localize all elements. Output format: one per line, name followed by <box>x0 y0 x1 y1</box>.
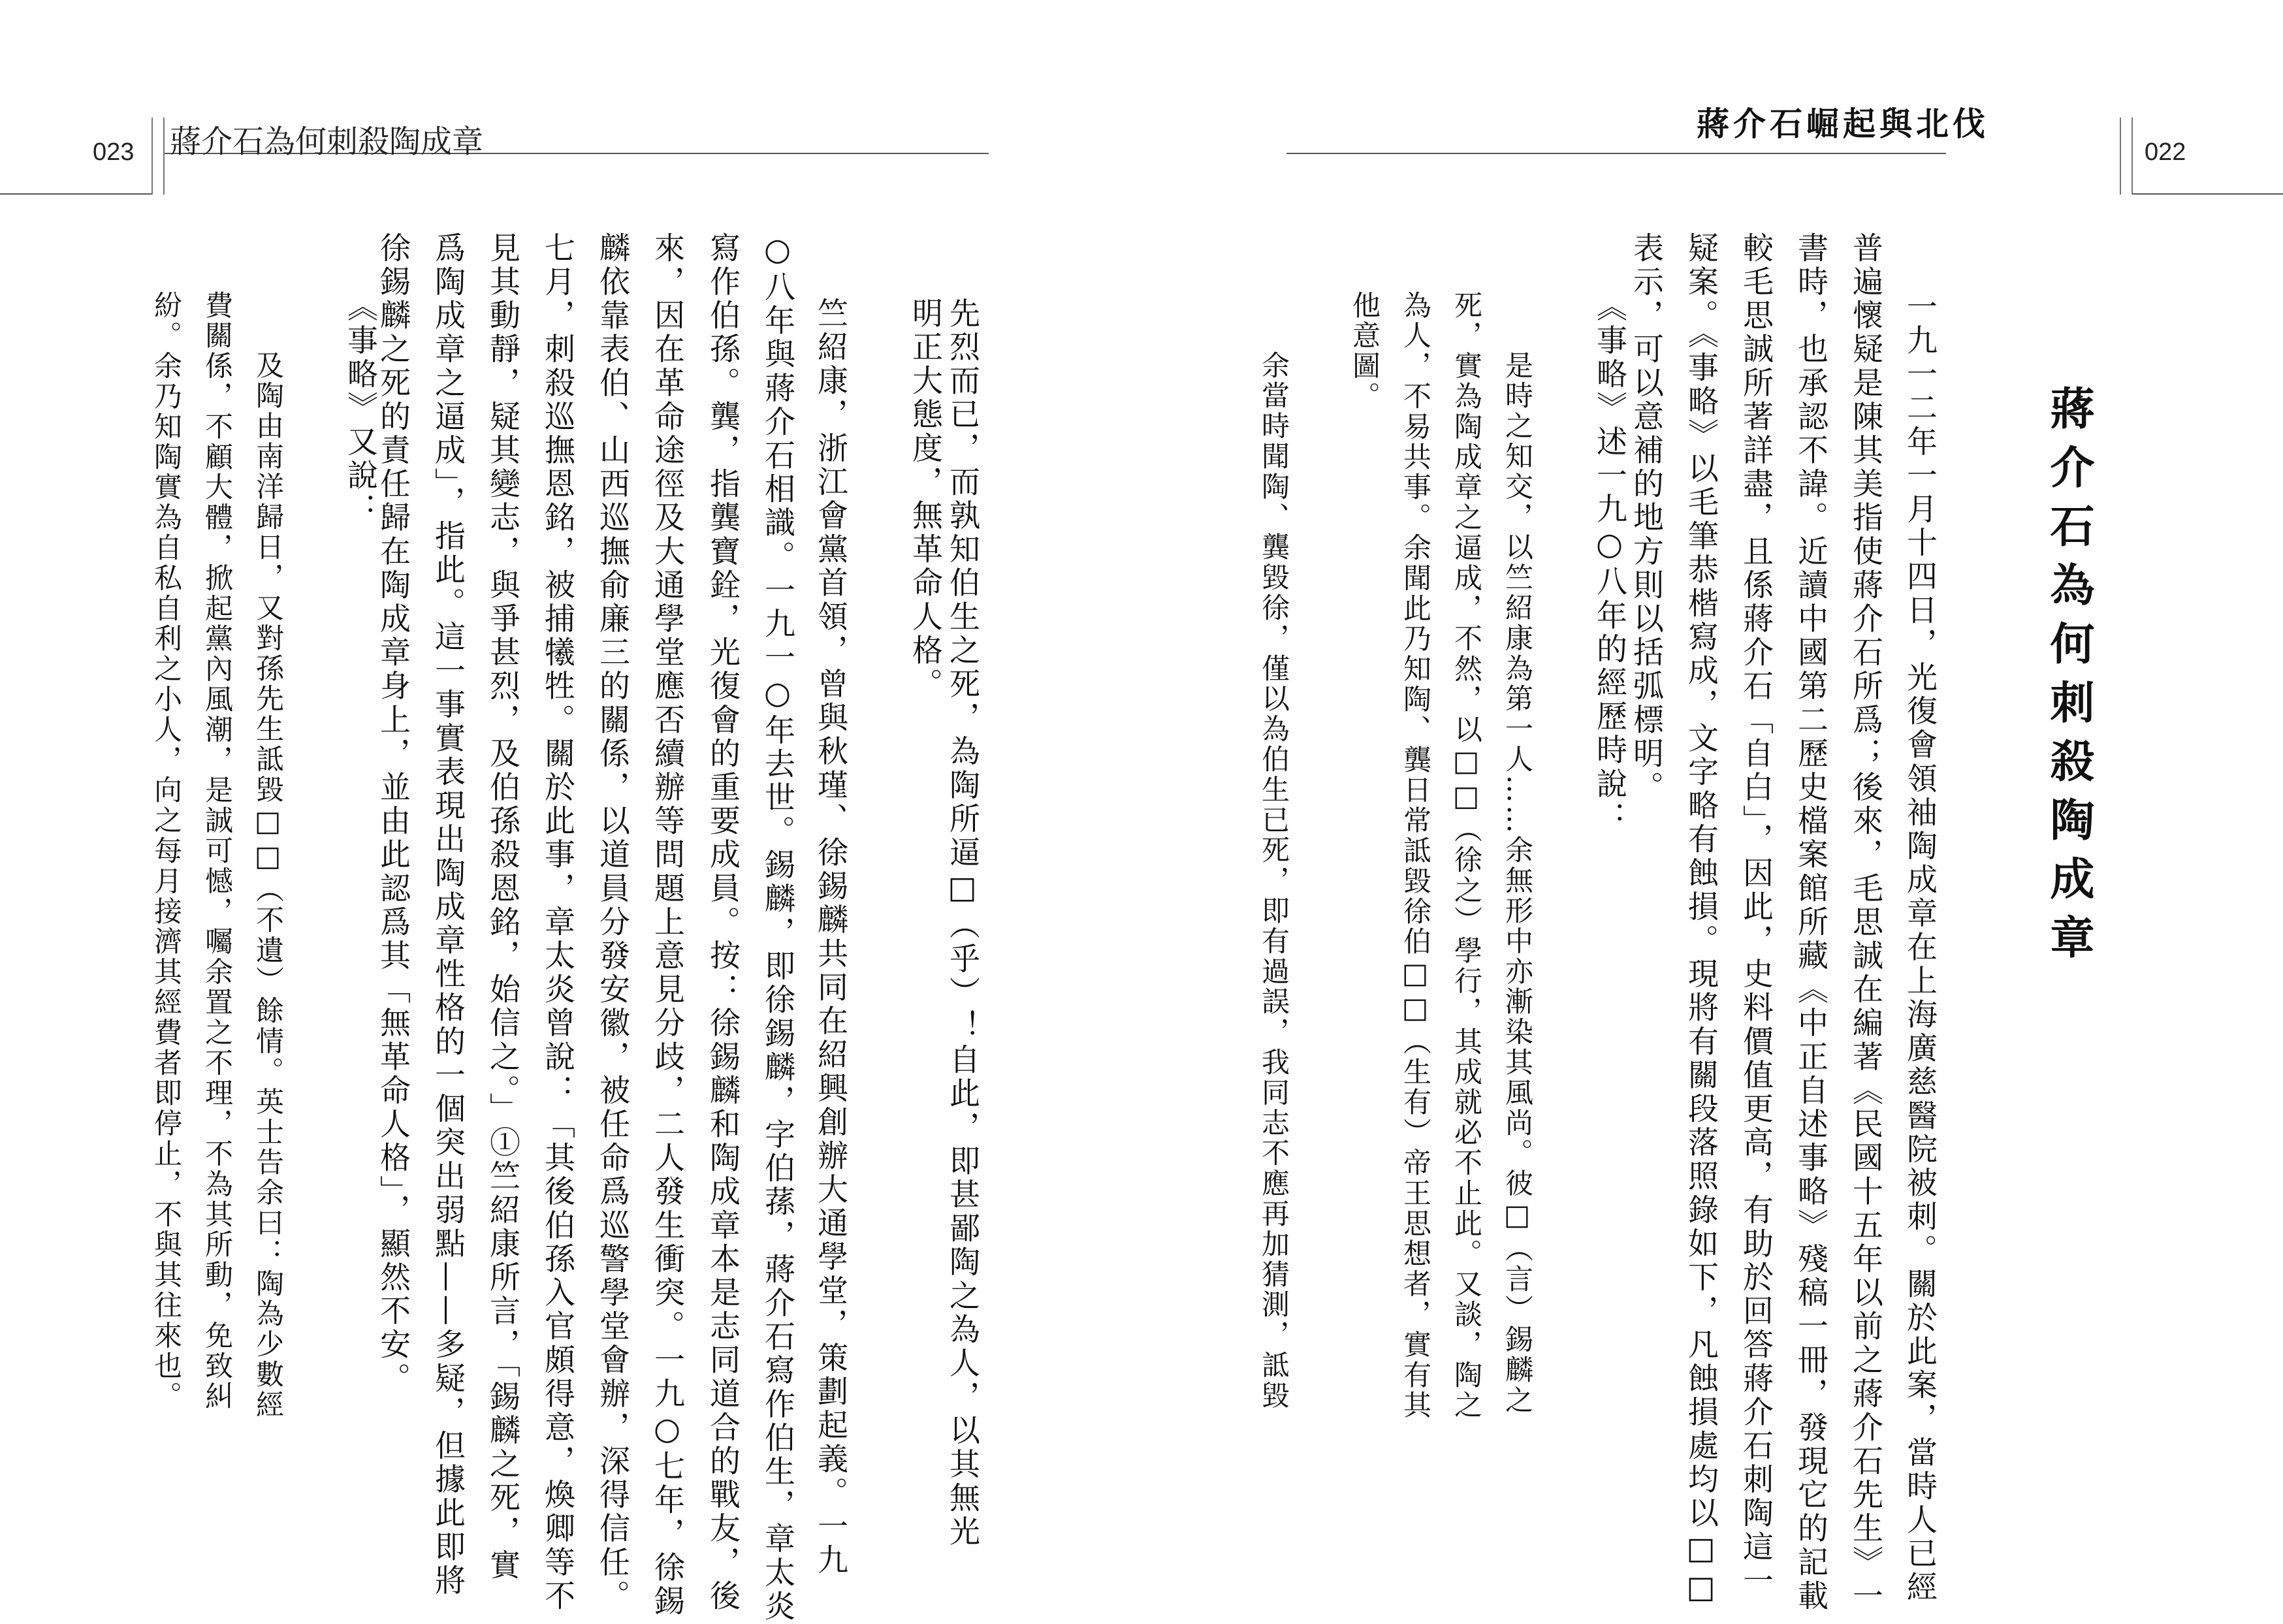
quote-column: 紛。余乃知陶實為自私自利之小人，向之每月接濟其經費者即停止，不與其往來也。 <box>150 291 182 1412</box>
text-column: 見其動靜，疑其變志，與爭甚烈，及伯孫殺恩銘，始信之。」①竺紹康所言，「錫麟之死，實 <box>485 232 520 1583</box>
left-header-divider-2 <box>163 118 165 195</box>
text-column: 較毛思誠所著詳盡，且係蔣介石「自白」，因此，史料價值更高，有助於回答蔣介石刺陶這一 <box>1738 232 1774 1599</box>
running-head: 蔣介石為何刺殺陶成章 <box>170 125 484 159</box>
text-column: 竺紹康，浙江會黨首領，曾與秋瑾、徐錫麟共同在紹興創辦大通學堂，策劃起義。一九 <box>812 297 848 1578</box>
chapter-title: 蔣介石為何刺殺陶成章 <box>2043 385 2095 973</box>
text-column: 爲陶成章之逼成」，指此。這一事實表現出陶成章性格的一個突出弱點——多疑，但據此即將 <box>430 232 466 1599</box>
text-column: 徐錫麟之死的責任歸在陶成章身上，並由此認爲其「無革命人格」，顯然不安。 <box>375 232 411 1396</box>
text-column: 普遍懷疑是陳其美指使蔣介石所爲；後來，毛思誠在編著《民國十五年以前之蔣介石先生》一 <box>1847 232 1883 1614</box>
running-head: 蔣介石崛起與北伐 <box>1697 104 1989 143</box>
text-column: 《事略》又說： <box>342 291 378 527</box>
left-header-divider <box>152 118 153 195</box>
left-header-rule <box>0 193 152 195</box>
text-column: 來，因在革命途徑及大通學堂應否續辦等問題上意見分歧，二人發生衝突。一九○七年，徐錫 <box>649 232 685 1619</box>
right-header-divider <box>2120 118 2121 195</box>
quote-column: 余當時聞陶、龔毀徐，僅以為伯生已死，即有過誤，我同志不應再加猜測，詆毀 <box>1257 351 1290 1411</box>
text-column: ○八年與蔣介石相識。一九一○年去世。錫麟，即徐錫麟，字伯蓀，蔣介石寫作伯生，章太炎 <box>759 232 795 1624</box>
quote-column: 他意圖。 <box>1348 291 1381 412</box>
quote-column: 費關係，不顧大體，掀起黨內風潮，是誠可憾，囑余置之不理，不為其所動，免致糾 <box>200 291 233 1412</box>
text-column: 表示，可以意補的地方則以括弧標明。 <box>1628 232 1664 805</box>
text-column: 七月，刺殺巡撫恩銘，被捕犧牲。關於此事，章太炎曾說：「其後伯孫入官頗得意，煥卿等不 <box>539 232 575 1614</box>
text-column: 疑案。《事略》以毛筆恭楷寫成，文字略有蝕損。現將有關段落照錄如下，凡蝕損處均以□□ <box>1683 232 1719 1609</box>
text-column: 明正大態度，無革命人格。 <box>907 297 943 702</box>
text-column: 寫作伯孫。龔，指龔寶銓，光復會的重要成員。按：徐錫麟和陶成章本是志同道合的戰友，後 <box>705 232 741 1614</box>
text-column: 《事略》述一九○八年的經歷時說： <box>1591 291 1627 835</box>
text-column: 麟依靠表伯、山西巡撫俞廉三的關係，以道員分發安徽，被任命爲巡警學堂會辦，深得信任。 <box>594 232 630 1614</box>
quote-column: 死，實為陶成章之逼成，不然，以□□（徐之）學行，其成就必不止此。又談，陶之 <box>1450 291 1482 1421</box>
quote-column: 為人，不易共事。余聞此乃知陶、龔日常詆毀徐伯□□（生有）帝王思想者，實有其 <box>1399 291 1431 1421</box>
right-header-rule-title <box>1286 153 1946 154</box>
right-header-rule <box>2131 193 2283 195</box>
quote-column: 及陶由南洋歸日，又對孫先生詆毀□□（不遺）餘情。英士告余曰：陶為少數經 <box>251 351 284 1420</box>
text-column: 書時，也承認不諱。近讀中國第二歷史檔案館所藏《中正自述事略》殘稿一冊，發現它的記載 <box>1793 232 1828 1614</box>
page-number: 023 <box>93 138 135 166</box>
quote-column: 是時之知交，以竺紹康為第一人……余無形中亦漸染其風尚。彼□（言）錫麟之 <box>1501 351 1533 1416</box>
right-page <box>1142 0 2283 1619</box>
text-column: 一九一二年一月十四日，光復會領袖陶成章在上海廣慈醫院被刺。關於此案，當時人已經 <box>1902 291 1938 1605</box>
right-header-divider-2 <box>2131 118 2133 195</box>
page-number: 022 <box>2145 138 2186 166</box>
text-column: 先烈而已，而孰知伯生之死，為陶所逼□（乎）！自此，即甚鄙陶之為人，以其無光 <box>944 297 980 1550</box>
